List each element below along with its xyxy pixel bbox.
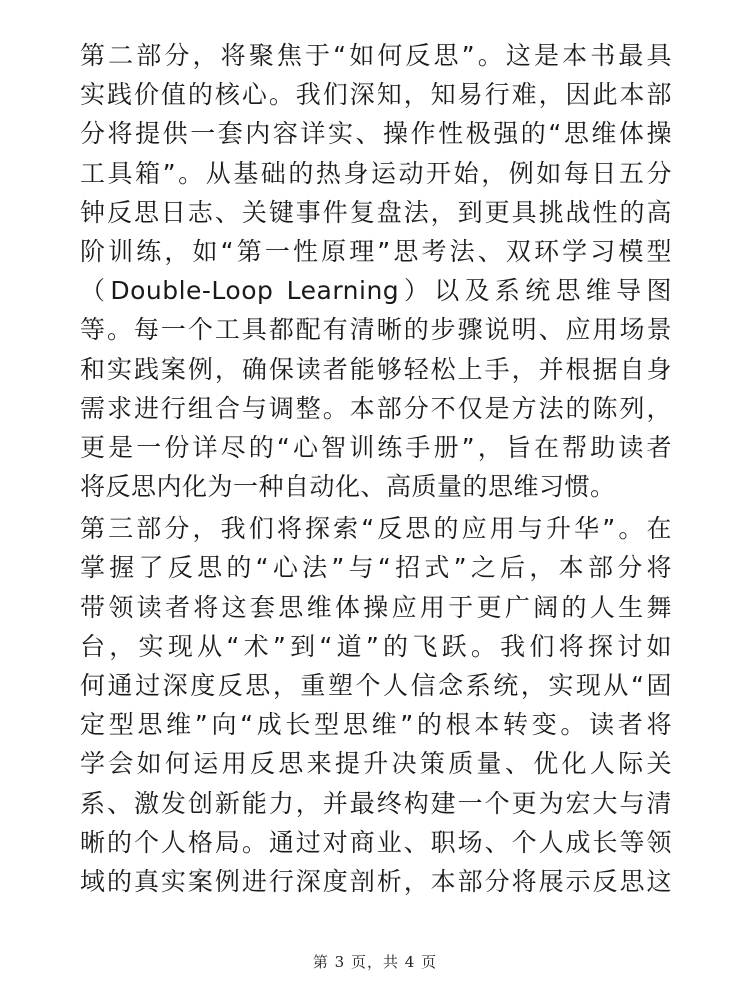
body-text [80, 36, 672, 904]
text-line: 域的真实案例进行深度剖析，本部分将展示反思这 [80, 866, 672, 896]
text-line: 工具箱”。从基础的热身运动开始，例如每日五分 [80, 158, 672, 188]
text-line: 晰的个人格局。通过对商业、职场、个人成长等领 [80, 827, 672, 857]
text-line: 将反思内化为一种自动化、高质量的思维习惯。 [80, 472, 616, 502]
paragraph-part-two [80, 36, 672, 506]
text-line: 更是一份详尽的“心智训练手册”，旨在帮助读者 [80, 432, 672, 462]
text-line: 何通过深度反思，重塑个人信念系统，实现从“固 [80, 671, 672, 700]
text-line: 和实践案例，确保读者能够轻松上手，并根据自身 [80, 354, 672, 384]
page-footer [0, 951, 750, 972]
text-line: 第二部分，将聚焦于“如何反思”。这是本书最具 [80, 41, 672, 70]
text-line: 实践价值的核心。我们深知，知易行难，因此本部 [80, 80, 672, 110]
text-line: 带领读者将这套思维体操应用于更广阔的人生舞 [80, 592, 672, 622]
text-line: 第三部分，我们将探索“反思的应用与升华”。在 [80, 514, 672, 544]
text-line: 分将提供一套内容详实、操作性极强的“思维体操 [80, 119, 672, 149]
text-line: 等。每一个工具都配有清晰的步骤说明、应用场景 [80, 315, 672, 345]
page-number-label: 第 3 页，共 4 页 [312, 953, 438, 971]
paragraph-part-three [80, 509, 672, 901]
text-line: 钟反思日志、关键事件复盘法，到更具挑战性的高 [80, 197, 672, 227]
text-line: 学会如何运用反思来提升决策质量、优化人际关 [80, 749, 672, 779]
text-line: 需求进行组合与调整。本部分不仅是方法的陈列， [80, 393, 672, 423]
text-line: 阶训练，如“第一性原理”思考法、双环学习模型 [80, 236, 672, 266]
text-line: 定型思维”向“成长型思维”的根本转变。读者将 [80, 710, 672, 740]
text-line: 系、激发创新能力，并最终构建一个更为宏大与清 [80, 788, 672, 818]
text-line: 台，实现从“术”到“道”的飞跃。我们将探讨如 [80, 631, 672, 661]
text-line: （Double-Loop Learning）以及系统思维导图 [80, 276, 672, 306]
text-line: 掌握了反思的“心法”与“招式”之后，本部分将 [80, 553, 672, 583]
